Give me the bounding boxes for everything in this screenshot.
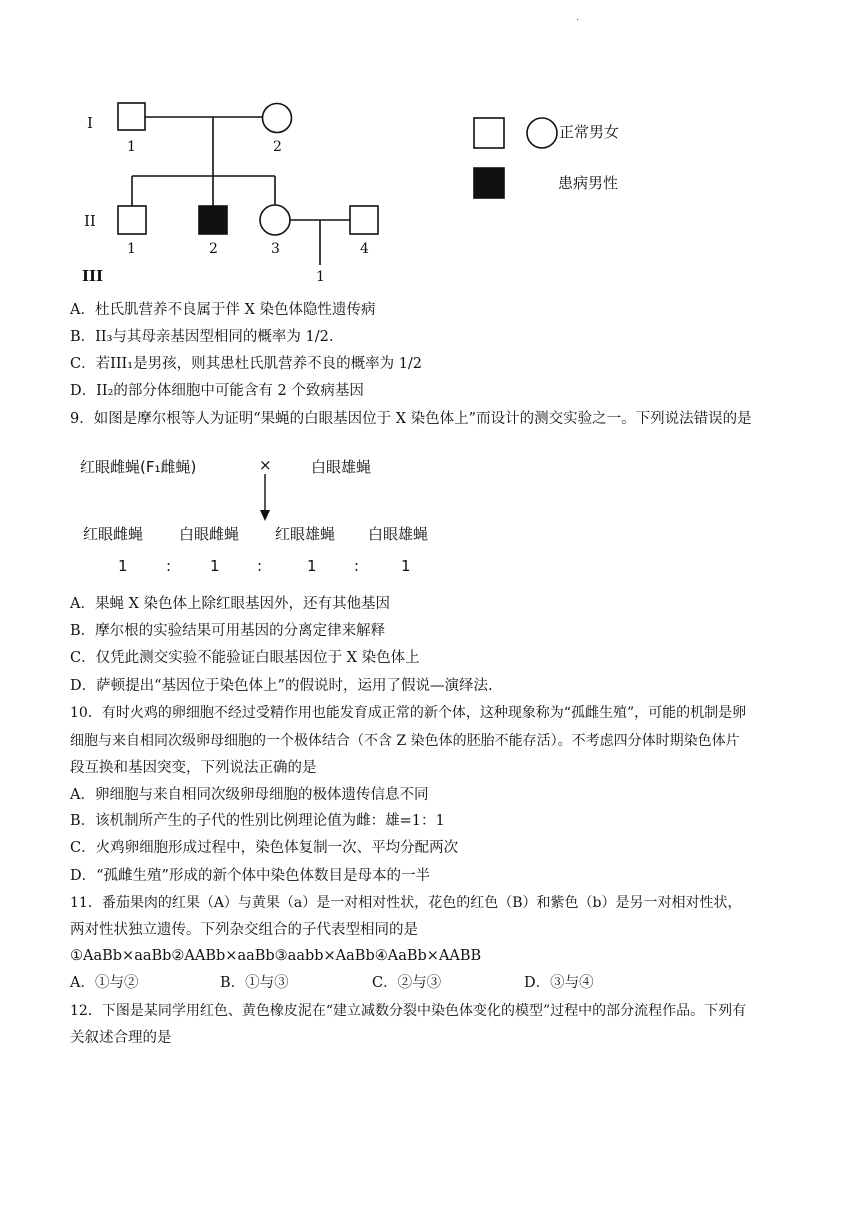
cross-parent-female: 红眼雌蝇(F₁雌蝇) [80, 458, 197, 476]
label-III1: 1 [316, 269, 325, 285]
q9-option-a: A．果蝇 X 染色体上除红眼基因外，还有其他基因 [70, 596, 391, 612]
q11-option-a: A．①与② [70, 975, 139, 991]
q12-stem-line-1: 12．下图是某同学用红色、黄色橡皮泥在“建立减数分裂中染色体变化的模型”过程中的部分流程作品。下列有 [70, 1003, 747, 1019]
individual-II4-square [350, 206, 378, 234]
offspring-red-male: 红眼雄蝇 [275, 525, 336, 543]
cross-symbol: × [259, 456, 272, 474]
legend-normal-male-square [474, 118, 504, 148]
q9-stem: 9．如图是摩尔根等人为证明“果蝇的白眼基因位于 X 染色体上”而设计的测交实验之一。下列说法错误的是 [70, 411, 752, 427]
q10-option-a: A．卵细胞与来自相同次级卵母细胞的极体遗传信息不同 [70, 787, 429, 803]
label-II1: 1 [127, 241, 136, 257]
individual-I2-circle [263, 104, 292, 133]
gen-label-III: III [82, 267, 104, 285]
individual-I1-square [118, 103, 145, 130]
q11-option-d: D．③与④ [524, 975, 594, 991]
q8-option-d: D．II₂的部分体细胞中可能含有 2 个致病基因 [70, 383, 364, 399]
q10-stem-line-2: 细胞与来自相同次级卵母细胞的一个极体结合（不含 Z 染色体的胚胎不能存活）。不考虑四分体时期染色体片 [70, 733, 740, 749]
label-II4: 4 [360, 241, 369, 257]
offspring-white-female: 白眼雌蝇 [179, 525, 240, 543]
q10-stem-line-1: 10．有时火鸡的卵细胞不经过受精作用也能发育成正常的新个体，这种现象称为“孤雌生殖”，可能的机制是卵 [70, 705, 747, 721]
q8-option-c: C．若III₁是男孩，则其患杜氏肌营养不良的概率为 1/2 [70, 356, 423, 372]
label-I1: 1 [127, 139, 136, 155]
header-dot: . [576, 12, 580, 23]
individual-II3-circle [260, 205, 290, 235]
label-I2: 2 [273, 139, 282, 155]
ratio-3: 1 [307, 557, 317, 575]
gen-label-II: II [84, 212, 96, 230]
q10-option-b: B．该机制所产生的子代的性别比例理论值为雌：雄=1：1 [70, 813, 445, 829]
q11-stem-line-1: 11．番茄果肉的红果（A）与黄果（a）是一对相对性状，花色的红色（B）和紫色（b）是另一对相对性状， [70, 895, 742, 911]
offspring-red-female: 红眼雌蝇 [83, 525, 144, 543]
q8-option-b: B．II₃与其母亲基因型相同的概率为 1/2. [70, 329, 334, 345]
ratio-1: 1 [118, 557, 128, 575]
ratio-colon-2: : [257, 557, 263, 575]
q11-option-b: B．①与③ [220, 975, 289, 991]
ratio-4: 1 [401, 557, 411, 575]
q11-option-c: C．②与③ [372, 975, 442, 991]
q8-option-a: A．杜氏肌营养不良属于伴 X 染色体隐性遗传病 [70, 302, 376, 318]
q12-stem-line-2: 关叙述合理的是 [70, 1030, 172, 1046]
legend-normal-label: 正常男女 [559, 123, 620, 141]
ratio-colon-1: : [166, 557, 172, 575]
q9-option-d: D．萨顿提出“基因位于染色体上”的假说时，运用了假说—演绎法. [70, 678, 493, 694]
label-II2: 2 [209, 241, 218, 257]
q10-option-c: C．火鸡卵细胞形成过程中，染色体复制一次、平均分配两次 [70, 840, 459, 856]
individual-II2-square [199, 206, 227, 234]
cross-parent-male: 白眼雄蝇 [311, 458, 372, 476]
q11-stem-line-3: ①AaBb×aaBb②AABb×aaBb③aabb×AaBb④AaBb×AABB [70, 948, 482, 964]
individual-II1-square [118, 206, 146, 234]
pedigree-diagram [70, 90, 650, 290]
label-II3: 3 [271, 241, 280, 257]
q9-option-b: B．摩尔根的实验结果可用基因的分离定律来解释 [70, 623, 386, 639]
q9-option-c: C．仅凭此测交实验不能验证白眼基因位于 X 染色体上 [70, 650, 420, 666]
legend-normal-female-circle [527, 118, 557, 148]
gen-label-I: I [87, 114, 93, 132]
q11-stem-line-2: 两对性状独立遗传。下列杂交组合的子代表型相同的是 [70, 922, 418, 938]
cross-arrow [258, 474, 272, 522]
q10-stem-line-3: 段互换和基因突变，下列说法正确的是 [70, 760, 317, 776]
legend-affected-male-square [474, 168, 504, 198]
ratio-colon-3: : [354, 557, 360, 575]
offspring-white-male: 白眼雄蝇 [368, 525, 429, 543]
legend-affected-label: 患病男性 [558, 174, 619, 192]
ratio-2: 1 [210, 557, 220, 575]
q10-option-d: D．“孤雌生殖”形成的新个体中染色体数目是母本的一半 [70, 868, 430, 884]
